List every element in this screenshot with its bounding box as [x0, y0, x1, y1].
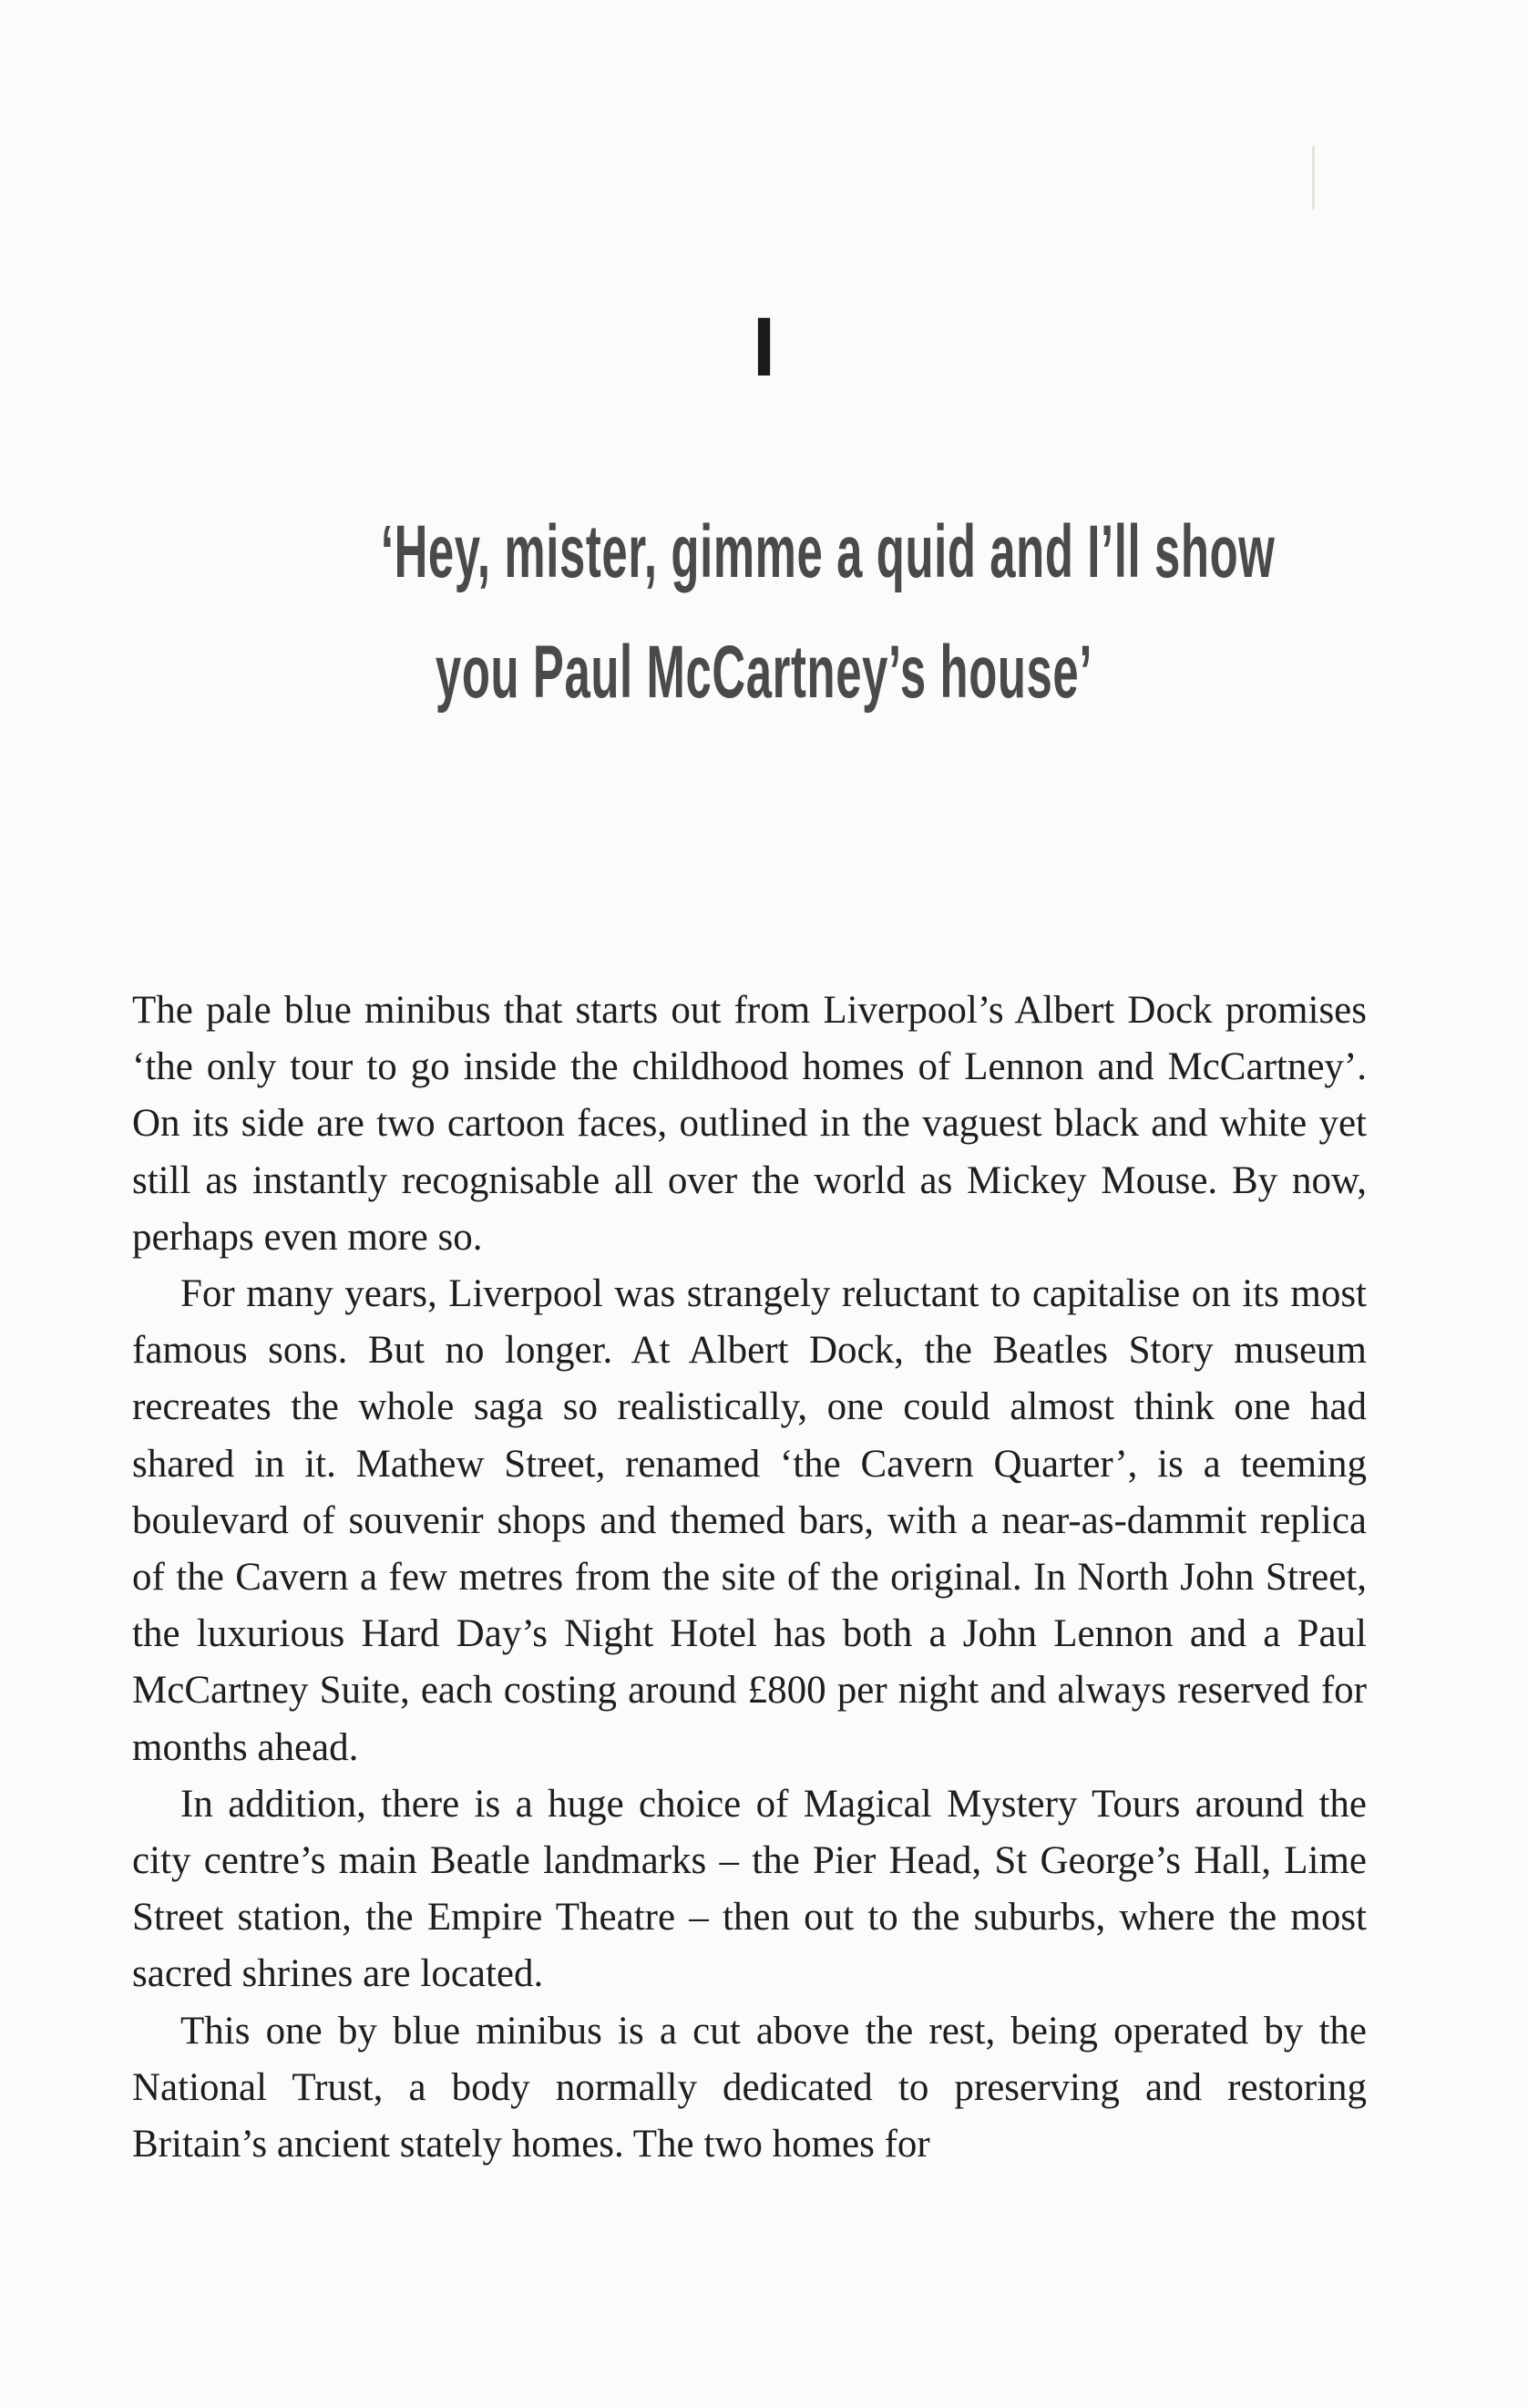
- scan-edge-mark: [1312, 146, 1315, 210]
- chapter-title-line-1: ‘Hey, mister, gimme a quid and I’ll show: [380, 510, 1276, 593]
- body-text: [132, 983, 1367, 2173]
- paragraph-2: For many years, Liverpool was strangely reluctant to capitalise on its most famous sons. But no longer. At Albert Dock, the Beatles Story museum recreates the whole saga so realistically, one could almost think one had shared in it. Mathew Street, renamed ‘the Cavern Quarter’, is a teeming boulevard of souvenir shops and themed bars, with a near-as-dammit replica of the Cavern a few metres from the site of the original. In North John Street, the luxurious Hard Day’s Night Hotel has both a John Lennon and a Paul McCartney Suite, each costing around £800 per night and always reserved for months ahead.: [132, 1272, 1367, 1769]
- paragraph-3: In addition, there is a huge choice of Magical Mystery Tours around the city centre’s main Beatle landmarks – the Pier Head, St George’s Hall, Lime Street station, the Empire Theatre – then out to the suburbs, where the most sacred shrines are located.: [132, 1782, 1367, 1996]
- paragraph-1: The pale blue minibus that starts out from Liverpool’s Albert Dock promises ‘the only tour to go inside the childhood homes of Lennon and McCartney’. On its side are two cartoon faces, outlined in the vaguest black and white yet still as instantly recognisable all over the world as Mickey Mouse. By now, perhaps even more so.: [132, 989, 1367, 1259]
- chapter-title: [380, 492, 1276, 733]
- paragraph-4: This one by blue minibus is a cut above the rest, being operated by the National Trust, a body normally dedicated to preserving and restoring Britain’s ancient stately homes. The two homes for: [132, 2009, 1367, 2166]
- chapter-number: I: [752, 301, 776, 394]
- chapter-title-line-2: you Paul McCartney’s house’: [435, 631, 1093, 714]
